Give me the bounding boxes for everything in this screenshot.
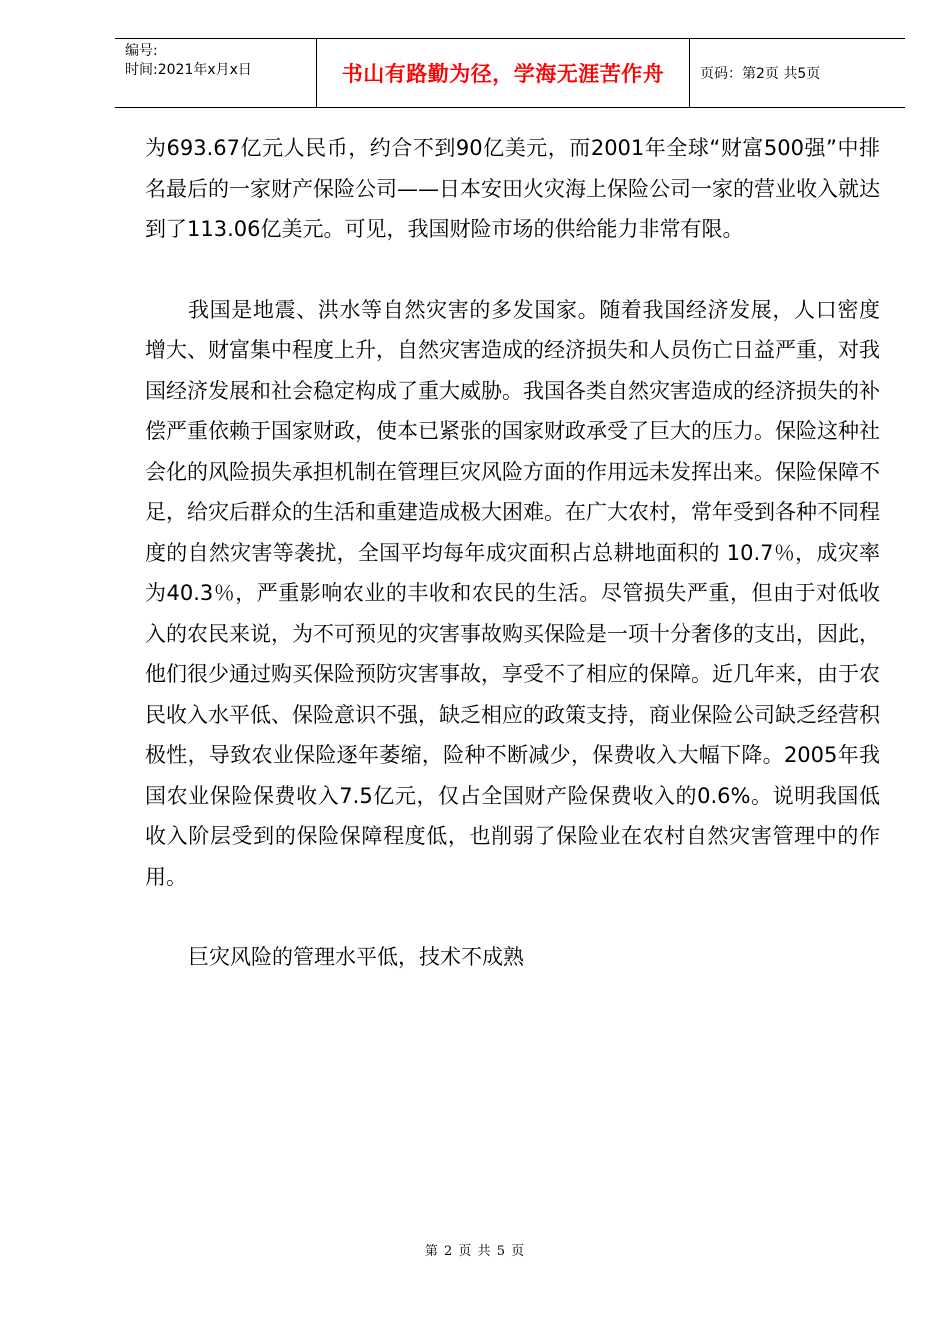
document-number-label: 编号:: [125, 43, 158, 59]
header-page-number: 页码：第2页 共5页: [700, 66, 821, 82]
header-page-cell: [690, 39, 905, 107]
section-heading: 巨灾风险的管理水平低，技术不成熟: [188, 945, 524, 969]
document-header: [115, 38, 905, 108]
paragraph-1: 为693.67亿元人民币，约合不到90亿美元，而2001年全球“财富500强”中排名最后的一家财产保险公司——日本安田火灾海上保险公司一家的营业收入就达到了113.06亿美元。可见，我国财险市场的供给能力非常有限。: [145, 136, 880, 241]
paragraph-spacer: [145, 897, 880, 937]
page-footer: [0, 1240, 950, 1259]
document-body: [145, 128, 880, 978]
paragraph-spacer: [145, 250, 880, 290]
paragraph-2: 我国是地震、洪水等自然灾害的多发国家。随着我国经济发展，人口密度增大、财富集中程度上升，自然灾害造成的经济损失和人员伤亡日益严重，对我国经济发展和社会稳定构成了重大威胁。我国各类自然灾害造成的经济损失的补偿严重依赖于国家财政，使本已紧张的国家财政承受了巨大的压力。保险这种社会化的风险损失承担机制在管理巨灾风险方面的作用远未发挥出来。保险保障不足，给灾后群众的生活和重建造成极大困难。在广大农村，常年受到各种不同程度的自然灾害等袭扰，全国平均每年成灾面积占总耕地面积的 10.7％，成灾率为40.3％，严重影响农业的丰收和农民的生活。尽管损失严重，但由于对低收入的农民来说，为不可预见的灾害事故购买保险是一项十分奢侈的支出，因此，他们很少通过购买保险预防灾害事故，享受不了相应的保障。近几年来，由于农民收入水平低、保险意识不强，缺乏相应的政策支持，商业保险公司缺乏经营积极性，导致农业保险逐年萎缩，险种不断减少，保费收入大幅下降。2005年我国农业保险保费收入7.5亿元，仅占全国财产险保费收入的0.6%。说明我国低收入阶层受到的保险保障程度低，也削弱了保险业在农村自然灾害管理中的作用。: [145, 297, 880, 889]
header-motto: 书山有路勤为径，学海无涯苦作舟: [341, 62, 665, 86]
document-time-label: 时间:2021年x月x日: [125, 62, 252, 78]
header-motto-cell: [317, 39, 690, 107]
header-meta-cell: [115, 39, 317, 107]
footer-page-number: 第 2 页 共 5 页: [424, 1244, 526, 1259]
